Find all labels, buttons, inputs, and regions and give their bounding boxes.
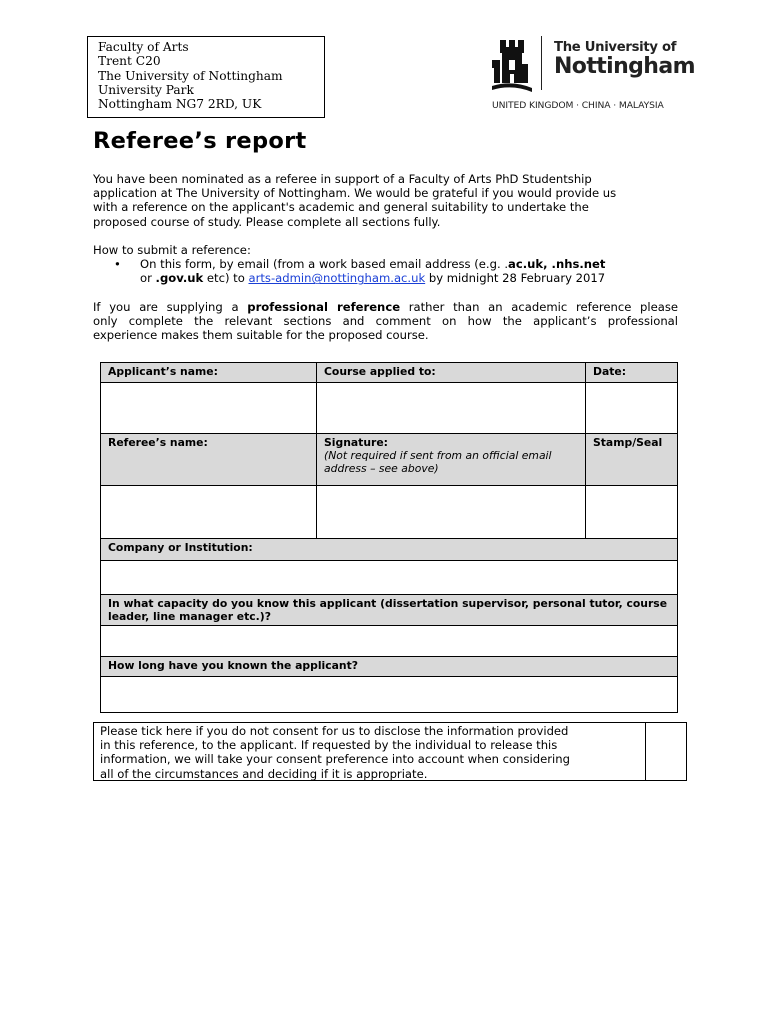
course-label: Course applied to: <box>317 363 586 383</box>
university-logo <box>490 34 695 114</box>
consent-text <box>100 724 640 781</box>
email-link[interactable]: arts-admin@nottingham.ac.uk <box>248 271 426 286</box>
intro-line: You have been nominated as a referee in support of a Faculty of Arts PhD Studentship <box>93 172 592 186</box>
professional-line: experience makes them suitable for the proposed course. <box>93 328 429 343</box>
logo-tagline: UNITED KINGDOM · CHINA · MALAYSIA <box>492 100 664 111</box>
intro-line: with a reference on the applicant's academic and general suitability to undertake the <box>93 200 589 215</box>
consent-line: all of the circumstances and deciding if it is appropriate. <box>100 766 428 781</box>
signature-label-cell <box>317 434 586 486</box>
address-line: Trent C20 <box>98 54 161 69</box>
intro-line: proposed course of study. Please complete all sections fully. <box>93 214 441 229</box>
bullet-bold-domain: .gov.uk <box>155 271 204 286</box>
table-row <box>101 657 678 677</box>
professional-text: If you are supplying a <box>93 300 248 314</box>
faculty-address-box <box>87 36 325 118</box>
table-row <box>101 383 678 434</box>
bullet-text: or <box>140 271 156 286</box>
course-field[interactable] <box>317 383 586 434</box>
consent-line: in this reference, to the applicant. If requested by the individual to release this <box>100 738 558 753</box>
signature-field[interactable] <box>317 486 586 539</box>
submit-bullet <box>93 257 678 271</box>
professional-reference-paragraph <box>93 300 678 343</box>
table-row <box>101 434 678 486</box>
consent-box <box>93 722 687 781</box>
company-label: Company or Institution: <box>101 539 678 561</box>
applicant-name-label: Applicant’s name: <box>101 363 317 383</box>
table-row <box>101 626 678 657</box>
signature-label: Signature: <box>324 436 388 449</box>
logo-divider <box>541 36 542 90</box>
castle-tower-icon <box>490 36 534 96</box>
referee-name-field[interactable] <box>101 486 317 539</box>
consent-line: Please tick here if you do not consent for us to disclose the information provided <box>100 724 569 738</box>
intro-line: application at The University of Nottingham. We would be grateful if you would provide us <box>93 186 617 201</box>
capacity-label: In what capacity do you know this applicant (dissertation supervisor, personal tutor, course leader, line manager etc.)? <box>101 595 678 626</box>
referee-name-label: Referee’s name: <box>101 434 317 486</box>
reference-form-table <box>100 362 678 713</box>
applicant-name-field[interactable] <box>101 383 317 434</box>
signature-note: (Not required if sent from an official email address – see above) <box>324 449 552 475</box>
stamp-seal-field[interactable] <box>586 486 678 539</box>
table-row <box>101 539 678 561</box>
date-field[interactable] <box>586 383 678 434</box>
logo-line1: The University of <box>554 40 677 55</box>
bullet-text: On this form, by email (from a work based email address (e.g. . <box>140 257 509 272</box>
bullet-bold-domains: ac.uk, .nhs.net <box>508 257 606 272</box>
table-row <box>101 595 678 626</box>
table-row <box>101 486 678 539</box>
professional-bold: professional reference <box>247 300 401 314</box>
capacity-field[interactable] <box>101 626 678 657</box>
bullet-icon: • <box>114 257 121 272</box>
table-row <box>101 561 678 595</box>
stamp-seal-label: Stamp/Seal <box>586 434 678 486</box>
submit-heading: How to submit a reference: <box>93 243 251 257</box>
intro-paragraph <box>93 172 678 229</box>
bullet-text: etc) to <box>203 271 249 286</box>
address-line: University Park <box>98 82 194 97</box>
professional-text: rather than an academic reference please <box>400 300 679 314</box>
professional-line: only complete the relevant sections and comment on how the applicant’s professional <box>93 314 678 329</box>
duration-label: How long have you known the applicant? <box>101 657 678 677</box>
address-line: Faculty of Arts <box>98 40 189 54</box>
table-row <box>101 363 678 383</box>
deadline-text: by midnight 28 February 2017 <box>425 271 606 286</box>
address-line: The University of Nottingham <box>98 68 283 83</box>
consent-tick-box[interactable] <box>645 722 687 781</box>
page-title: Referee’s report <box>93 128 307 154</box>
professional-line <box>93 300 678 314</box>
company-field[interactable] <box>101 561 678 595</box>
submit-instructions <box>93 243 678 286</box>
logo-wordmark <box>554 40 695 79</box>
duration-field[interactable] <box>101 677 678 713</box>
table-row <box>101 677 678 713</box>
date-label: Date: <box>586 363 678 383</box>
logo-line2: Nottingham <box>554 54 695 79</box>
address-line: Nottingham NG7 2RD, UK <box>98 97 262 112</box>
submit-bullet-continued <box>93 271 678 285</box>
consent-line: information, we will take your consent preference into account when considering <box>100 752 570 767</box>
